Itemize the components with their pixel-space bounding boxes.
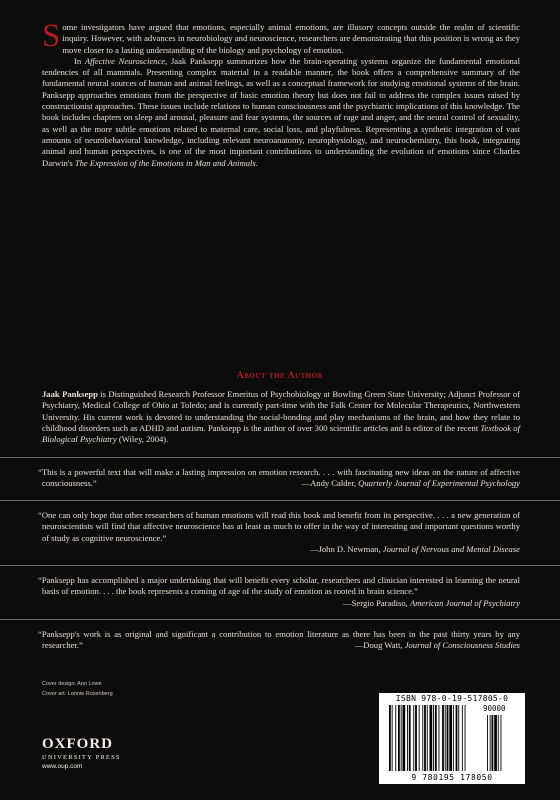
barcode-bar — [453, 705, 454, 771]
barcode-bar — [403, 705, 406, 771]
isbn-label: ISBN 978-0-19-517805-0 — [395, 694, 509, 703]
barcode-bar — [389, 705, 391, 771]
author-name: Jaak Panksepp — [42, 389, 98, 399]
barcode-bar — [465, 705, 466, 771]
quote-text: “One can only hope that other researchers of human emotions will read this book and benefit from its perspective. . . . a new generation of neuroscientists will find that affective neuroscience has at least as much to offer in the way of interesting and important questions worthy of study as cognitive neuroscience.” — [38, 510, 520, 543]
barcode-bar — [442, 705, 444, 771]
quote-attribution — [354, 640, 520, 651]
publisher-url: www.oup.com — [42, 763, 83, 770]
blurb-p2-lead: In — [74, 55, 85, 66]
quote-attribution — [42, 544, 520, 555]
about-author-heading: About the Author — [236, 371, 324, 381]
quote-attribution — [301, 478, 520, 489]
price-barcode-bar — [490, 715, 491, 771]
drop-cap: S — [42, 18, 61, 54]
barcode-bar — [422, 705, 423, 771]
review-quote-1 — [38, 467, 520, 490]
book-description — [42, 18, 520, 169]
price-barcode-bar — [498, 715, 499, 771]
barcode-bar — [409, 705, 411, 771]
review-quote-2 — [38, 510, 520, 555]
barcode-bar — [395, 705, 396, 771]
quote-source: Journal of Nervous and Mental Disease — [382, 543, 520, 554]
barcode-bar — [445, 705, 446, 771]
barcode-bars — [389, 705, 515, 771]
price-code: 90000 — [483, 704, 506, 713]
barcode-bar — [427, 705, 428, 771]
barcode-bar — [392, 705, 393, 771]
quote-text: “Panksepp has accomplished a major undertaking that will benefit every scholar, researchers and clinician interested in learning the neural basis of emotion. . . . the book represents a coming of age of the study of emotion as rooted in brain science.” — [38, 575, 520, 597]
darwin-title: The Expression of the Emotions in Man and Animals — [74, 157, 256, 168]
barcode-bar — [419, 705, 420, 771]
blurb-paragraph-1 — [42, 18, 520, 56]
barcode-bar — [407, 705, 408, 771]
quote-author: —Andy Calder, — [301, 478, 359, 489]
barcode-bar — [430, 705, 433, 771]
quote-source: American Journal of Psychiatry — [409, 597, 520, 608]
author-bio — [42, 389, 520, 445]
quote-author: —Sergio Paradiso, — [343, 597, 410, 608]
barcode-bar — [398, 705, 400, 771]
barcode-bar — [433, 705, 434, 771]
quote-attribution — [343, 597, 520, 609]
author-book-title: Textbook of Biological Psychiatry — [42, 422, 520, 445]
quote-source: Journal of Consciousness Studies — [404, 640, 520, 651]
review-quote-4 — [38, 629, 520, 652]
barcode-bar — [413, 705, 414, 771]
blurb-paragraph-2 — [42, 56, 520, 169]
book-title-italic: Affective Neuroscience — [84, 55, 166, 66]
oxford-logo — [42, 736, 162, 770]
barcode-bar — [456, 705, 458, 771]
quote-text: “Panksepp's work is as original and significant a contribution to emotion literature as there has been in the past thirty years by any researcher.” — [38, 629, 520, 651]
blurb-p2-body: , Jaak Panksepp summarizes how the brain-operating systems organize the fundamental emotional tendencies of all mammals. Presenting complex material in a readable manner, the book offers a comprehensive summary of the fundamental neural sources of human and animal feelings, as well as a conceptual framework for studying emotional systems of the brain. Panksepp approaches emotions from the perspective of basic emotion theory but does not fail to address the complex issues raised by constructionist approaches. These issues include relations to human consciousness and the psychiatric implications of this knowledge. The book includes chapters on sleep and arousal, pleasure and fear systems, the sources of rage and anger, and the neural control of sexuality, as well as the more subtle emotions related to maternal care, social loss, and playfulness. Representing a synthetic integration of vast amounts of neurobehavioral knowledge, including relevant neuroanatomy, neurophysiology, and neurochemistry, this book, integrating animal and human perspectives, is one of the most important contributions to understanding the evolution of emotions since Charles Darwin's — [42, 55, 520, 168]
cover-art-credit: Cover art: Lonnie Rosenberg — [42, 691, 113, 697]
divider-2 — [0, 500, 560, 501]
review-quote-3 — [38, 575, 520, 609]
barcode-bar — [458, 705, 459, 771]
divider-3 — [0, 565, 560, 566]
barcode-bar — [401, 705, 402, 771]
barcode-bar — [424, 705, 426, 771]
publisher-press: UNIVERSITY PRESS — [42, 754, 121, 761]
price-barcode-bar — [494, 715, 497, 771]
barcode-bar — [462, 705, 463, 771]
barcode-bar — [449, 705, 452, 771]
quote-author: —John D. Newman, — [309, 543, 383, 554]
barcode-panel — [379, 693, 525, 784]
barcode-bar — [439, 705, 440, 771]
barcode-bar — [447, 705, 449, 771]
barcode-bar — [435, 705, 437, 771]
price-barcode-bar — [492, 715, 494, 771]
divider-1 — [0, 457, 560, 458]
publisher-name: OXFORD — [42, 736, 113, 752]
divider-4 — [0, 619, 560, 620]
quote-source: Quarterly Journal of Experimental Psychology — [358, 478, 520, 489]
quote-author: —Doug Watt, — [354, 640, 405, 651]
price-barcode-bar — [501, 715, 502, 771]
blurb-p2-end: . — [255, 157, 258, 168]
barcode-bar — [415, 705, 417, 771]
author-bio-text-1: is Distinguished Research Professor Emeritus of Psychobiology at Bowling Green State University; Adjunct Professor of Psychiatry, Medical College of Ohio at Toledo; and is currently part-time with the Falk Center for Molecular Therapeutics, Northwestern University. His current work is devoted to understanding the social-bonding and play mechanisms of the brain, and how they relate to childhood disorders such as ADHD and autism. Panksepp is the author of over 300 scientific articles and is editor of the recent — [42, 389, 520, 433]
ean-number: 9 780195 178050 — [411, 773, 493, 782]
blurb-p1-text: ome investigators have argued that emotions, especially animal emotions, are illusory concepts outside the realm of scientific inquiry. However, with advances in neurobiology and neuroscience, researchers are demonstrating that this position is wrong as they move closer to a lasting understanding of the biology and psychology of emotion. — [62, 22, 520, 55]
cover-design-credit: Cover design: Ann Lowe — [42, 681, 102, 687]
author-bio-text-2: (Wiley, 2004). — [116, 434, 169, 445]
quote-text: “This is a powerful text that will make a lasting impression on emotion research. . . . with fascinating new ideas on the nature of affective consciousness.” — [38, 467, 520, 489]
price-barcode-bar — [487, 715, 488, 771]
